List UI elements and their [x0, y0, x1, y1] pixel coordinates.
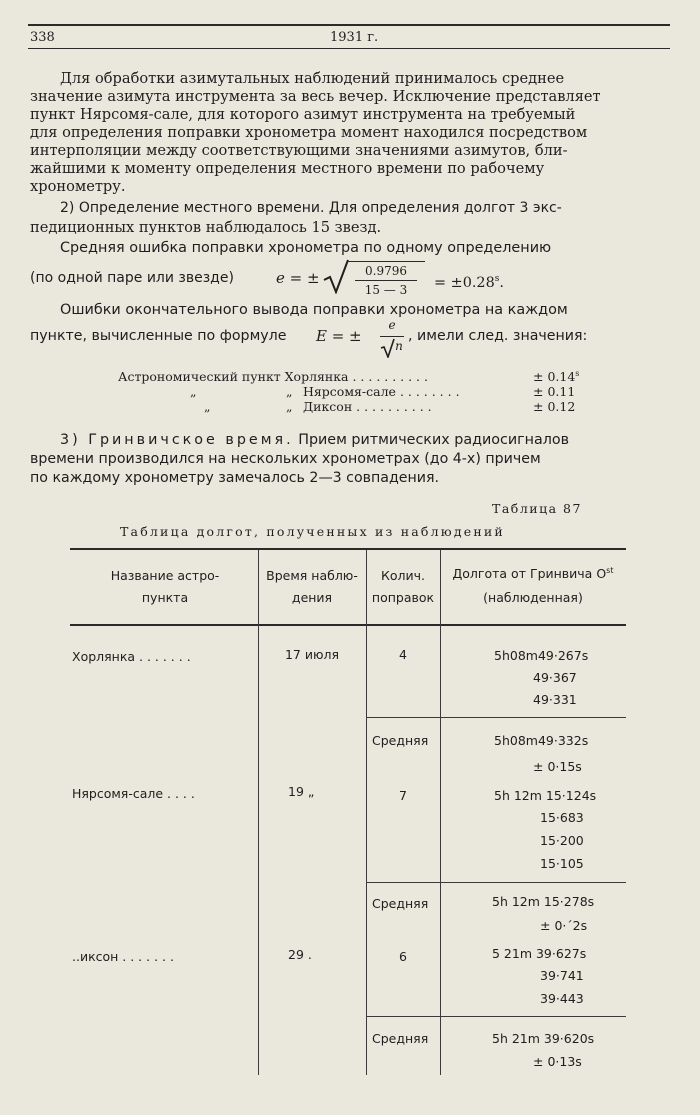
formula-numerator: 0.9796: [365, 264, 407, 278]
header-rule-bottom: [28, 48, 670, 49]
row-3-value-3: 39·443: [540, 991, 584, 1006]
formula-E-numerator: e: [388, 318, 396, 332]
header-time-line-1: Время наблю-: [266, 568, 358, 583]
row-1-date: 17 июля: [284, 647, 340, 662]
fraction-bar: [355, 280, 417, 281]
row-2-date: 19 „: [288, 784, 315, 799]
errors-list-ditto-3a: „: [204, 399, 211, 414]
header-name-line-2: пункта: [141, 590, 189, 605]
table-vline-3: [440, 550, 441, 1075]
errors-list-value-2: ± 0.11: [533, 384, 576, 399]
errors-list-dots-2: . . . . . . . .: [399, 384, 460, 399]
radical-sign-icon: [322, 258, 352, 294]
table-vline-2: [366, 550, 367, 1075]
errors-list-row-1: [118, 369, 428, 384]
row-2-value-4: 15·105: [540, 856, 584, 871]
header-longitude-sup: st: [606, 566, 614, 575]
row-3-mean: 5h 21m 39·620s: [492, 1031, 595, 1046]
paragraph-2-line-2: педиционных пунктов наблюдалось 15 звезд.: [30, 219, 382, 236]
errors-list-ditto-2a: „: [190, 384, 197, 399]
paragraph-5-line-1: [60, 432, 569, 449]
paragraph-5-line-2: времени производился на нескольких хронометрах (до 4-х) причем: [30, 451, 541, 467]
errors-list-row-2: [303, 384, 460, 399]
row-3-name: ..иксон . . . . . . .: [72, 949, 174, 964]
errors-list-unit-1: s: [575, 369, 580, 378]
formula-result-unit: s: [494, 274, 500, 284]
formula-E-denominator: n: [395, 339, 403, 353]
radical-overline: [347, 261, 425, 262]
errors-list-label-1: Астрономический пункт Хорлянка: [118, 369, 349, 384]
errors-list-dots-1: . . . . . . . . . .: [352, 369, 428, 384]
paragraph-4-line-1: Ошибки окончательного вывода поправки хронометра на каждом: [60, 302, 568, 318]
row-1-value-1: 5h08m49·267s: [494, 648, 589, 663]
row-1-count: 4: [399, 647, 407, 662]
paragraph-5-heading: 3) Гринвичское время.: [60, 432, 294, 448]
table-title: Таблица долгот, полученных из наблюдений: [120, 524, 505, 539]
header-longitude-text: Долгота от Гринвича O: [452, 566, 607, 582]
table-number: Таблица 87: [492, 501, 582, 516]
errors-list-ditto-3b: „: [286, 399, 293, 414]
table-group-rule-1: [366, 717, 626, 718]
table-vline-1: [258, 550, 259, 1075]
running-header-year: 1931 г.: [330, 30, 379, 45]
paragraph-3-line-1: Средняя ошибка поправки хронометра по одному определению: [60, 240, 552, 256]
formula-E-label: E = ±: [316, 327, 362, 345]
paragraph-5-line-1-rest: Прием ритмических радиосигналов: [298, 432, 570, 448]
row-1-value-2: 49·367: [533, 670, 577, 685]
paragraph-3-line-2-prefix: (по одной паре или звезде): [30, 270, 234, 286]
header-longitude-line-2: (наблюденная): [483, 590, 583, 605]
formula-result-value: = ±0.28: [434, 274, 495, 291]
row-3-count: 6: [399, 949, 407, 964]
paragraph-4-line-2-prefix: пункте, вычисленные по формуле: [30, 328, 287, 344]
header-time-line-2: дения: [291, 590, 333, 605]
row-1-value-3: 49·331: [533, 692, 577, 707]
row-2-count: 7: [399, 788, 407, 803]
paragraph-1-line-3: пункт Нярсомя-сале, для которого азимут инструмента на требуемый: [30, 106, 576, 123]
page-number: 338: [30, 30, 55, 45]
row-2-mean: 5h 12m 15·278s: [492, 894, 595, 909]
formula-e-label: e = ±: [276, 269, 320, 287]
row-2-value-3: 15·200: [540, 833, 584, 848]
row-3-date: 29 .: [288, 947, 312, 962]
paragraph-4-line-2-suffix: , имели след. значения:: [408, 328, 588, 344]
formula-E-fraction-bar: [380, 336, 404, 337]
errors-list-value-3: ± 0.12: [533, 399, 576, 414]
row-2-error: ± 0·´2s: [540, 918, 588, 933]
errors-list-value-text-1: ± 0.14: [533, 369, 576, 385]
paragraph-5-line-3: по каждому хронометру замечалось 2—3 совпадения.: [30, 470, 440, 486]
errors-list-label-2: Нярсомя-сале: [303, 384, 396, 399]
paragraph-1-line-5: интерполяции между соответствующими значениями азимутов, бли-: [30, 142, 568, 159]
errors-list-dots-3: . . . . . . . . . .: [356, 399, 432, 414]
paragraph-1-line-7: хронометру.: [30, 178, 126, 195]
row-3-value-1: 5 21m 39·627s: [492, 946, 587, 961]
row-1-error: ± 0·15s: [533, 759, 582, 774]
table-group-rule-2: [366, 882, 626, 883]
row-3-error: ± 0·13s: [533, 1054, 582, 1069]
header-count-line-2: поправок: [371, 590, 435, 605]
table-top-rule: [70, 548, 626, 550]
errors-list-label-3: Диксон: [303, 399, 353, 414]
row-1-mean-label: Средняя: [372, 733, 429, 748]
header-rule-top: [28, 24, 670, 26]
row-2-value-2: 15·683: [540, 810, 584, 825]
row-3-value-2: 39·741: [540, 968, 584, 983]
row-1-name: Хорлянка . . . . . . .: [72, 649, 191, 664]
paragraph-2-line-1: 2) Определение местного времени. Для определения долгот 3 экс-: [60, 200, 562, 216]
table-group-rule-3: [366, 1016, 626, 1017]
row-3-mean-label: Средняя: [372, 1031, 429, 1046]
row-2-name: Нярсомя-сале . . . .: [72, 786, 195, 801]
row-1-mean: 5h08m49·332s: [494, 733, 589, 748]
table-header-rule: [70, 624, 626, 626]
header-count-line-1: Колич.: [381, 568, 425, 583]
paragraph-1-line-6: жайшими к моменту определения местного времени по рабочему: [30, 160, 545, 177]
header-name-line-1: Название астро-: [110, 568, 220, 583]
formula-result-end: .: [499, 274, 504, 291]
paragraph-1-line-2: значение азимута инструмента за весь вечер. Исключение представляет: [30, 88, 601, 105]
errors-list-ditto-2b: „: [286, 384, 293, 399]
formula-denominator: 15 — 3: [364, 283, 408, 297]
paragraph-1-line-4: для определения поправки хронометра момент находился посредством: [30, 124, 588, 141]
errors-list-row-3: [303, 399, 432, 414]
row-2-mean-label: Средняя: [372, 896, 429, 911]
row-2-value-1: 5h 12m 15·124s: [494, 788, 597, 803]
header-longitude-line-1: [440, 566, 626, 581]
paragraph-1-line-1: Для обработки азимутальных наблюдений принималось среднее: [60, 70, 565, 87]
formula-result: [434, 271, 504, 292]
errors-list-value-1: [533, 369, 579, 384]
